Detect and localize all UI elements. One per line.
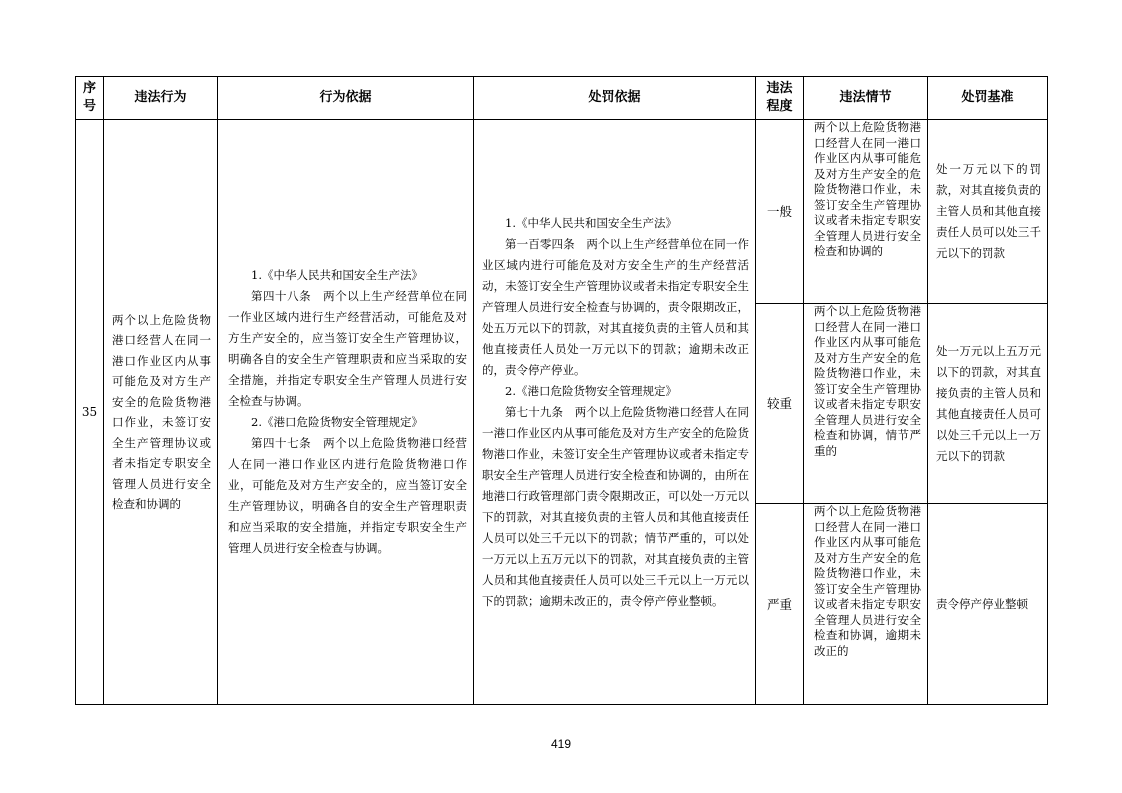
page-number: 419 [550, 737, 572, 751]
standard-serious: 处一万元以上五万元以下的罚款，对其直接负责的主管人员和其他直接责任人员可以处三千元以上一万元以下的罚款 [928, 304, 1048, 504]
basis-law-1-title: 1.《中华人民共和国安全生产法》 [251, 268, 423, 282]
penalty-law-2-text: 第七十九条 两个以上危险货物港口经营人在同一港口作业区内从事可能危及对方生产安全的危险货物港口作业，未签订安全生产管理协议或者未指定专职安全生产管理人员进行安全检查和协调的，由所在地港口行政管理部门责令限期改正，可以处一万元以下的罚款，对其直接负责的主管人员和其他直接责任人员可以处三千元以下的罚款；情节严重的，可以处一万元以上五万元以下的罚款，对其直接负责的主管人员和其他直接责任人员可以处三千元以上一万元以下的罚款；逾期未改正的，责令停产停业整顿。 [482, 404, 749, 608]
standard-general: 处一万元以下的罚款，对其直接负责的主管人员和其他直接责任人员可以处三千元以下的罚款 [928, 120, 1048, 304]
penalty-standard-table [75, 76, 1048, 705]
penalty-basis [474, 120, 756, 705]
header-no: 序号 [76, 77, 104, 120]
header-row [76, 77, 1048, 120]
row-number: 35 [76, 120, 104, 705]
header-degree: 违法程度 [756, 77, 804, 120]
basis-law-1-text: 第四十八条 两个以上生产经营单位在同一作业区域内进行生产经营活动，可能危及对方生产安全的，应当签订安全生产管理协议，明确各自的安全生产管理职责和应当采取的安全措施，并指定专职安全生产管理人员进行安全检查与协调。 [228, 289, 467, 408]
standard-severe: 责令停产停业整顿 [928, 504, 1048, 705]
degree-severe: 严重 [756, 504, 804, 705]
header-basis: 行为依据 [218, 77, 474, 120]
behavior-basis [218, 120, 474, 705]
penalty-law-1-text: 第一百零四条 两个以上生产经营单位在同一作业区域内进行可能危及对方安全生产的生产经营活动，未签订安全生产管理协议或者未指定专职安全生产管理人员进行安全检查与协调的，责令限期改正，处五万元以下的罚款，对其直接负责的主管人员和其他直接责任人员处一万元以下的罚款；逾期未改正的，责令停产停业。 [482, 236, 749, 377]
circumstance-general: 两个以上危险货物港口经营人在同一港口作业区内从事可能危及对方生产安全的危险货物港口作业，未签订安全生产管理协议或者未指定专职安全管理人员进行安全检查和协调的 [804, 120, 928, 304]
table-row [76, 120, 1048, 304]
header-act: 违法行为 [104, 77, 218, 120]
penalty-law-2-title: 2.《港口危险货物安全管理规定》 [505, 383, 677, 398]
penalty-law-1-title: 1.《中华人民共和国安全生产法》 [505, 215, 677, 230]
header-penalty-basis: 处罚依据 [474, 77, 756, 120]
basis-law-2-text: 第四十七条 两个以上危险货物港口经营人在同一港口作业区内进行危险货物港口作业，可能危及对方生产安全的，应当签订安全生产管理协议，明确各自的安全生产管理职责和应当采取的安全措施，并指定专职安全生产管理人员进行安全检查与协调。 [228, 436, 467, 555]
header-circumstance: 违法情节 [804, 77, 928, 120]
degree-general: 一般 [756, 120, 804, 304]
degree-serious: 较重 [756, 304, 804, 504]
circumstance-serious: 两个以上危险货物港口经营人在同一港口作业区内从事可能危及对方生产安全的危险货物港口作业，未签订安全生产管理协议或者未指定专职安全管理人员进行安全检查和协调，情节严重的 [804, 304, 928, 504]
header-standard: 处罚基准 [928, 77, 1048, 120]
circumstance-severe: 两个以上危险货物港口经营人在同一港口作业区内从事可能危及对方生产安全的危险货物港口作业，未签订安全生产管理协议或者未指定专职安全管理人员进行安全检查和协调，逾期未改正的 [804, 504, 928, 705]
basis-law-2-title: 2.《港口危险货物安全管理规定》 [251, 415, 423, 429]
violation-act: 两个以上危险货物港口经营人在同一港口作业区内从事可能危及对方生产安全的危险货物港口作业，未签订安全生产管理协议或者未指定专职安全管理人员进行安全检查和协调的 [104, 120, 218, 705]
